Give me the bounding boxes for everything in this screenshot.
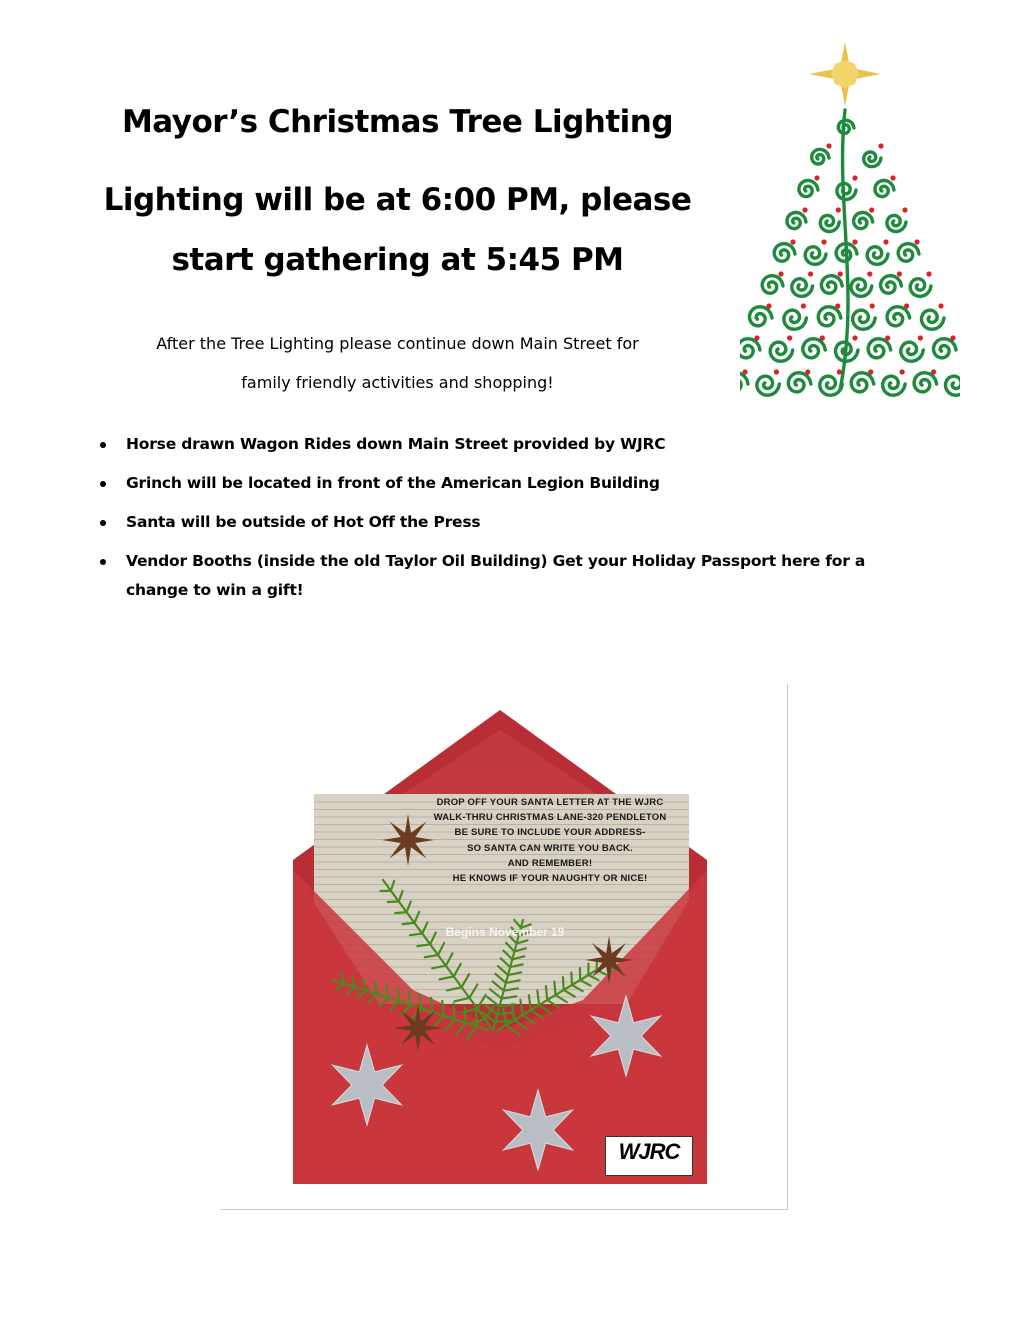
tree-ornament (867, 271, 872, 276)
letter-line: AND REMEMBER! (507, 857, 593, 869)
tree-ornament (885, 335, 890, 340)
tree-swirl (805, 247, 826, 265)
tree-ornament (801, 303, 806, 308)
begins-date: Begins November 19 (445, 925, 565, 939)
tree-ornament (835, 303, 840, 308)
tree-ornament (778, 271, 783, 276)
tree-swirl (854, 212, 873, 228)
tree-ornament (790, 239, 795, 244)
tree-swirl (762, 276, 783, 294)
tree-ornament (902, 207, 907, 212)
letter-line: BE SURE TO INCLUDE YOUR ADDRESS- (454, 827, 646, 839)
tree-swirl (883, 376, 905, 395)
tree-swirl (864, 152, 881, 167)
tree-swirl (750, 307, 773, 326)
lighting-time-line-1: Lighting will be at 6:00 PM, please (103, 182, 692, 218)
tree-swirl (812, 149, 829, 164)
christmas-tree-icon (740, 40, 960, 420)
tree-ornament (837, 369, 842, 374)
tree-swirl (838, 120, 854, 133)
tree-ornament (814, 175, 819, 180)
tree-swirl (898, 244, 919, 262)
wjrc-logo-text: WJRC (618, 1139, 680, 1164)
tree-swirl (922, 310, 945, 329)
tree-ornament (821, 239, 826, 244)
letter-line: DROP OFF YOUR SANTA LETTER AT THE WJRC (436, 797, 664, 808)
tree-ornament (742, 369, 747, 374)
tree-ornament (820, 335, 825, 340)
tree-ornament (787, 335, 792, 340)
lighting-time-heading (0, 170, 795, 290)
activities-list (97, 430, 867, 615)
tree-ornament (868, 369, 873, 374)
tree-swirl (788, 373, 811, 392)
tree-ornament (869, 207, 874, 212)
tree-ornament (918, 335, 923, 340)
letter-text (400, 795, 700, 886)
tree-ornament (826, 143, 831, 148)
wjrc-logo (605, 1136, 693, 1176)
tree-swirl (910, 279, 931, 297)
tree-ornament (897, 271, 902, 276)
tree-ornament (836, 207, 841, 212)
tree-star-icon (809, 42, 881, 106)
tree-swirl (914, 373, 937, 392)
tree-swirl (818, 307, 841, 326)
tree-swirl (770, 342, 793, 361)
tree-ornament (838, 271, 843, 276)
letter-line: SO SANTA CAN WRITE YOU BACK. (467, 842, 633, 854)
tree-ornament (754, 335, 759, 340)
tree-ornament (808, 271, 813, 276)
tree-swirl (946, 376, 961, 395)
tree-ornament (931, 369, 936, 374)
tree-ornament (852, 335, 857, 340)
intro-line-2: family friendly activities and shopping! (241, 373, 554, 392)
list-item: Horse drawn Wagon Rides down Main Street provided by WJRC (97, 430, 867, 459)
tree-swirl (740, 339, 760, 358)
tree-swirl (740, 373, 748, 392)
tree-ornament (870, 303, 875, 308)
tree-swirl (820, 376, 843, 395)
tree-ornament (950, 335, 955, 340)
tree-ornament (766, 303, 771, 308)
page-title: Mayor’s Christmas Tree Lighting (121, 104, 674, 140)
tree-swirl (853, 310, 876, 329)
tree-swirl (887, 215, 906, 231)
tree-ornament (878, 143, 883, 148)
intro-line-1: After the Tree Lighting please continue down Main Street for (156, 334, 639, 353)
tree-swirl (875, 180, 894, 196)
tree-ornament (938, 303, 943, 308)
tree-swirl (868, 339, 891, 358)
tree-ornament (852, 175, 857, 180)
list-item: Vendor Booths (inside the old Taylor Oil Building) Get your Holiday Passport here for a change to win a gift! (97, 547, 867, 605)
letter-line: WALK-THRU CHRISTMAS LANE-320 PENDLETON (433, 812, 667, 824)
list-item: Grinch will be located in front of the American Legion Building (97, 469, 867, 498)
tree-ornament (802, 207, 807, 212)
tree-ornament (805, 369, 810, 374)
tree-swirl (901, 342, 924, 361)
tree-swirl (799, 180, 818, 196)
tree-swirl (787, 212, 806, 228)
lighting-time-line-2: start gathering at 5:45 PM (171, 242, 624, 278)
tree-swirl (887, 307, 910, 326)
letter-line: HE KNOWS IF YOUR NAUGHTY OR NICE! (452, 873, 648, 885)
tree-ornament (926, 271, 931, 276)
tree-ornament (914, 239, 919, 244)
tree-swirl (881, 276, 902, 294)
tree-ornament (852, 239, 857, 244)
tree-swirl (803, 339, 826, 358)
tree-swirl (774, 244, 795, 262)
tree-swirl (934, 339, 957, 358)
santa-letter-envelope (293, 710, 707, 1184)
tree-ornament (904, 303, 909, 308)
tree-ornament (883, 239, 888, 244)
tree-ornament (890, 175, 895, 180)
tree-swirl (757, 376, 780, 395)
tree-swirl (821, 276, 842, 294)
tree-swirl (784, 310, 807, 329)
tree-ornament (774, 369, 779, 374)
tree-swirl (851, 373, 874, 392)
tree-swirl (837, 183, 856, 199)
tree-swirl (867, 247, 888, 265)
tree-ornament (900, 369, 905, 374)
tree-swirl (792, 279, 813, 297)
tree-swirl (851, 279, 872, 297)
tree-swirl (820, 215, 839, 231)
list-item: Santa will be outside of Hot Off the Press (97, 508, 867, 537)
